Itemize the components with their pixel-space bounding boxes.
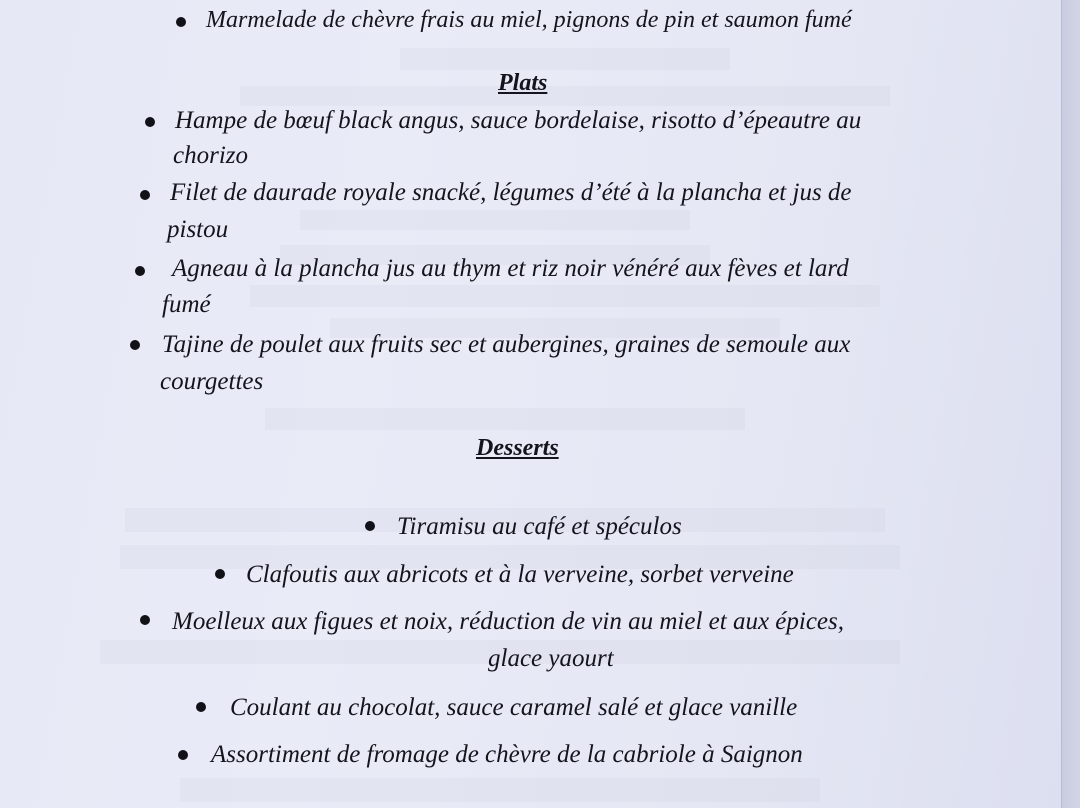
bullet-dot [130,340,140,350]
bullet-dot [178,750,188,760]
bullet-dot [365,521,375,531]
entree-item: Marmelade de chèvre frais au miel, pignons de pin et saumon fumé [206,7,852,33]
plat-item-4-line-1: Tajine de poulet aux fruits sec et aubergines, graines de semoule aux [162,331,851,358]
show-through-text [180,778,820,802]
bullet-dot [140,615,150,625]
section-heading-desserts: Desserts [476,435,559,461]
dessert-item-3-line-2: glace yaourt [488,645,614,672]
plat-item-2-line-2: pistou [167,216,229,243]
plat-item-3-line-1: Agneau à la plancha jus au thym et riz noir vénéré aux fèves et lard [172,255,849,282]
bullet-dot [145,117,155,127]
plat-item-1-line-1: Hampe de bœuf black angus, sauce bordelaise, risotto d’épeautre au [175,107,862,134]
dessert-item-5: Assortiment de fromage de chèvre de la cabriole à Saignon [211,741,803,768]
section-heading-plats: Plats [498,70,548,96]
show-through-text [265,408,745,430]
dessert-item-4: Coulant au chocolat, sauce caramel salé et glace vanille [230,694,798,721]
plat-item-2-line-1: Filet de daurade royale snacké, légumes d’été à la plancha et jus de [170,179,852,206]
bullet-dot [176,17,186,27]
bullet-dot [215,569,225,579]
dessert-item-1: Tiramisu au café et spéculos [397,513,682,540]
bullet-dot [196,702,206,712]
show-through-text [300,210,690,230]
plat-item-1-line-2: chorizo [173,142,248,169]
paper-edge [1061,0,1080,808]
bullet-dot [140,190,150,200]
plat-item-4-line-2: courgettes [160,368,264,395]
dessert-item-3-line-1: Moelleux aux figues et noix, réduction de vin au miel et aux épices, [172,608,844,635]
show-through-text [240,86,890,106]
show-through-text [250,285,880,307]
plat-item-3-line-2: fumé [162,291,211,318]
show-through-text [400,48,730,70]
dessert-item-2: Clafoutis aux abricots et à la verveine, sorbet verveine [246,561,794,588]
bullet-dot [135,266,145,276]
